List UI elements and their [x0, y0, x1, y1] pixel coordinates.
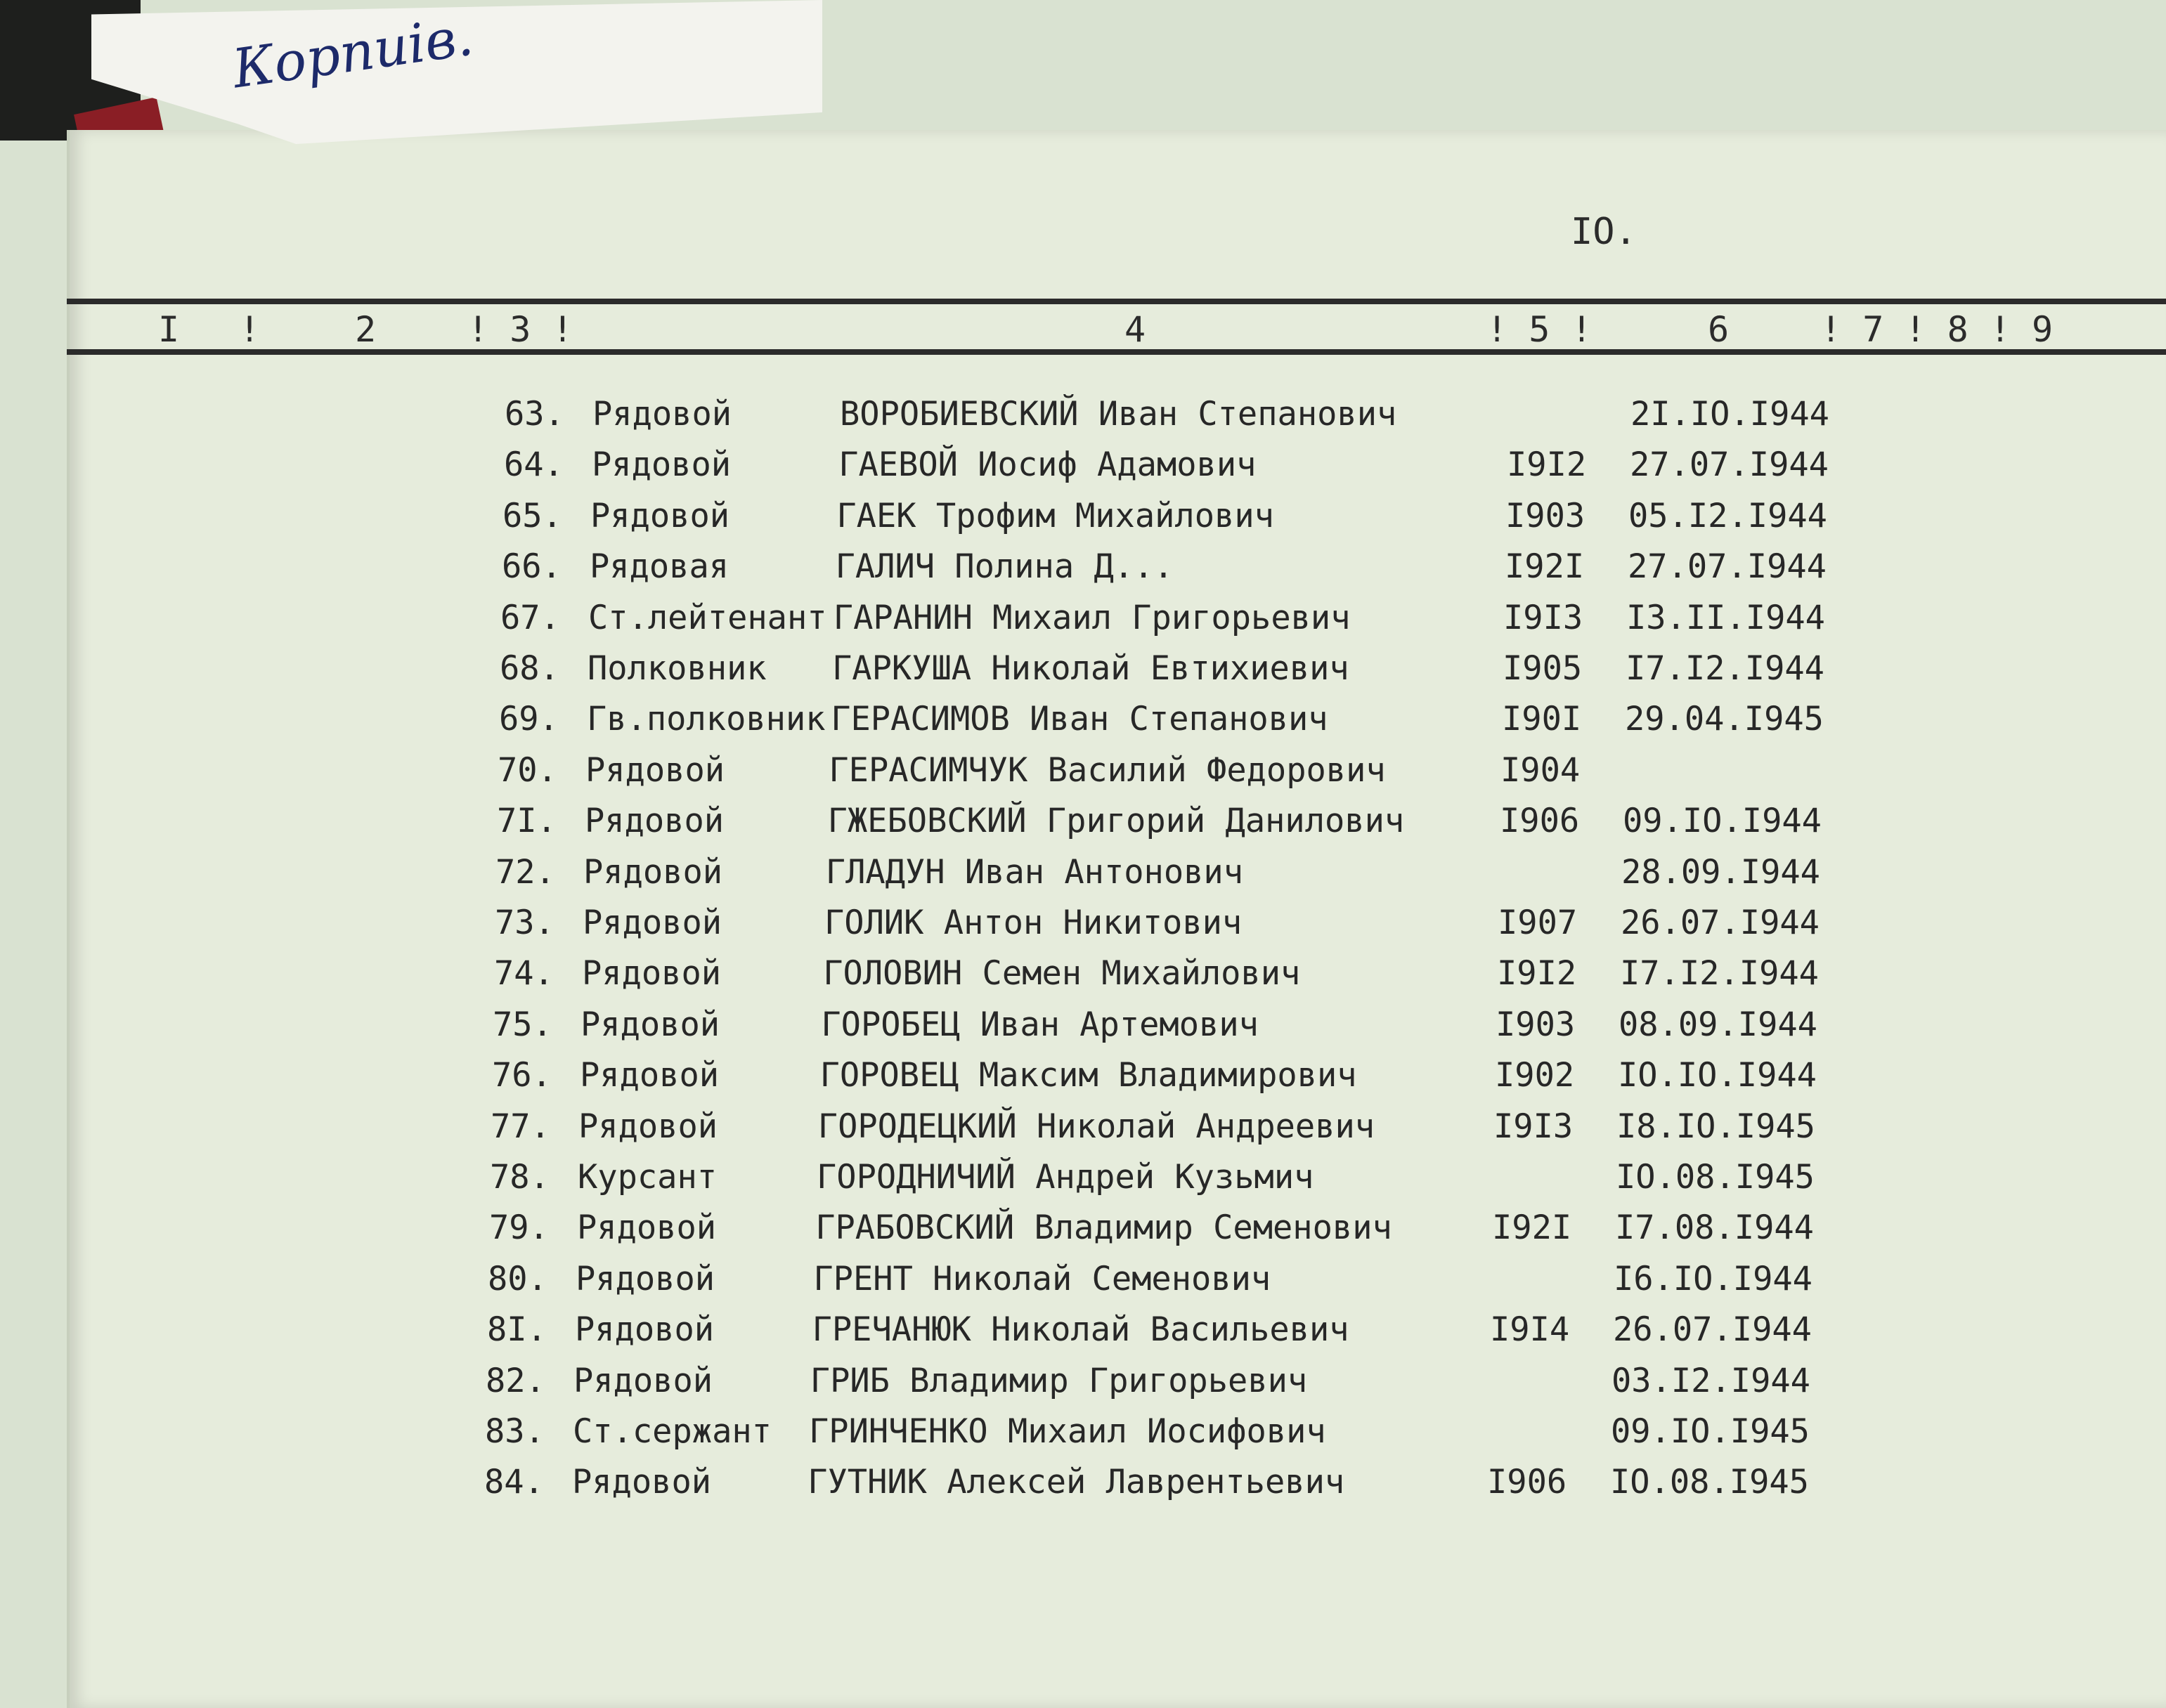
- row-rank: Ст.сержант: [573, 1412, 772, 1451]
- row-no: 72.: [495, 853, 555, 892]
- column-header-sep-1: !: [239, 309, 261, 350]
- row-no: 75.: [493, 1005, 552, 1044]
- row-rank: Гв.полковник: [587, 700, 826, 738]
- row-rank: Рядовой: [583, 904, 722, 942]
- row-year: I9I2: [1497, 954, 1577, 993]
- row-no: 66.: [502, 547, 562, 586]
- row-name: ГОЛОВИН Семен Михайлович: [823, 954, 1301, 993]
- row-no: 69.: [499, 700, 559, 738]
- header-rule-top: [67, 299, 2166, 304]
- row-date: I7.I2.I944: [1626, 649, 1824, 688]
- row-year: I92I: [1505, 547, 1585, 586]
- row-no: 84.: [484, 1463, 544, 1501]
- page-number: IO.: [1571, 211, 1637, 253]
- row-name: ГАЕК Трофим Михайлович: [836, 497, 1274, 535]
- row-rank: Ст.лейтенант: [588, 599, 827, 637]
- column-header-5: ! 5 !: [1486, 309, 1593, 350]
- row-no: 8I.: [487, 1310, 547, 1349]
- row-name: ГАЛИЧ Полина Д...: [835, 547, 1174, 586]
- row-date: IO.08.I945: [1616, 1158, 1815, 1197]
- row-rank: Рядовой: [573, 1362, 713, 1400]
- row-year: I907: [1498, 904, 1578, 942]
- row-date: I8.IO.I945: [1616, 1107, 1815, 1146]
- row-name: ГОЛИК Антон Никитович: [824, 904, 1243, 942]
- row-rank: Рядовой: [576, 1260, 715, 1298]
- column-header-1: I: [158, 309, 180, 350]
- row-no: 79.: [489, 1208, 549, 1247]
- row-name: ГАРАНИН Михаил Григорьевич: [833, 599, 1351, 637]
- row-date: I3.II.I944: [1626, 599, 1825, 637]
- row-date: 27.07.I944: [1630, 445, 1829, 484]
- row-date: I6.IO.I944: [1614, 1260, 1812, 1298]
- row-name: ГАРКУША Николай Евтихиевич: [832, 649, 1349, 688]
- row-year: I903: [1505, 497, 1585, 535]
- row-rank: Рядовой: [583, 853, 723, 892]
- row-no: 63.: [505, 395, 564, 433]
- row-rank: Рядовой: [592, 445, 732, 484]
- row-rank: Рядовой: [592, 395, 732, 433]
- row-rank: Рядовой: [582, 954, 722, 993]
- row-year: I902: [1495, 1056, 1575, 1095]
- column-header-3: ! 3 !: [467, 309, 573, 350]
- header-rule-bottom: [67, 349, 2166, 355]
- row-name: ГРЕЧАНЮК Николай Васильевич: [812, 1310, 1349, 1349]
- row-no: 83.: [485, 1412, 545, 1451]
- row-no: 74.: [494, 954, 554, 993]
- row-name: ГОРОВЕЦ Максим Владимирович: [819, 1056, 1357, 1095]
- row-date: 03.I2.I944: [1611, 1362, 1810, 1400]
- row-name: ГЕРАСИМЧУК Василий Федорович: [829, 751, 1386, 790]
- row-year: I906: [1487, 1463, 1567, 1501]
- column-header-6: 6: [1708, 309, 1730, 350]
- row-rank: Рядовой: [585, 802, 725, 840]
- row-no: 77.: [491, 1107, 550, 1146]
- row-name: ГОРОДЕЦКИЙ Николай Андреевич: [817, 1107, 1375, 1146]
- row-date: 27.07.I944: [1628, 547, 1827, 586]
- row-name: ГРИБ Владимир Григорьевич: [810, 1362, 1308, 1400]
- row-no: 78.: [490, 1158, 550, 1197]
- row-rank: Рядовой: [575, 1310, 715, 1349]
- row-year: I92I: [1492, 1208, 1572, 1247]
- row-date: 28.09.I944: [1621, 853, 1820, 892]
- row-year: I9I3: [1503, 599, 1583, 637]
- row-name: ГРАБОВСКИЙ Владимир Семенович: [815, 1208, 1392, 1247]
- row-rank: Рядовой: [590, 497, 730, 535]
- column-header-7-9: ! 7 ! 8 ! 9: [1820, 309, 2054, 350]
- row-date: 09.IO.I945: [1611, 1412, 1810, 1451]
- row-no: 73.: [495, 904, 555, 942]
- row-no: 80.: [488, 1260, 547, 1298]
- row-rank: Рядовой: [577, 1208, 717, 1247]
- row-rank: Рядовая: [590, 547, 729, 586]
- column-header-4: 4: [1124, 309, 1146, 350]
- row-rank: Рядовой: [585, 751, 725, 790]
- row-name: ГЕРАСИМОВ Иван Степанович: [831, 700, 1328, 738]
- row-year: I90I: [1502, 700, 1582, 738]
- row-year: I903: [1496, 1005, 1576, 1044]
- row-date: IO.IO.I944: [1618, 1056, 1817, 1095]
- row-name: ГРЕНТ Николай Семенович: [813, 1260, 1271, 1298]
- row-date: 26.07.I944: [1621, 904, 1820, 942]
- row-year: I904: [1500, 751, 1581, 790]
- row-rank: Рядовой: [572, 1463, 712, 1501]
- row-name: ВОРОБИЕВСКИЙ Иван Степанович: [840, 395, 1397, 433]
- row-no: 68.: [500, 649, 559, 688]
- row-name: ГРИНЧЕНКО Михаил Иосифович: [809, 1412, 1326, 1451]
- row-no: 65.: [502, 497, 562, 535]
- row-name: ГУТНИК Алексей Лаврентьевич: [808, 1463, 1345, 1501]
- row-rank: Рядовой: [580, 1056, 720, 1095]
- row-year: I9I2: [1507, 445, 1587, 484]
- row-date: 09.IO.I944: [1623, 802, 1822, 840]
- row-year: I905: [1503, 649, 1583, 688]
- row-year: I906: [1500, 802, 1580, 840]
- column-header-2: 2: [355, 309, 377, 350]
- row-date: 05.I2.I944: [1628, 497, 1827, 535]
- row-name: ГЛАДУН Иван Антонович: [825, 853, 1244, 892]
- row-date: 26.07.I944: [1613, 1310, 1812, 1349]
- row-no: 82.: [486, 1362, 545, 1400]
- row-date: IO.08.I945: [1610, 1463, 1809, 1501]
- row-name: ГОРОДНИЧИЙ Андрей Кузьмич: [817, 1158, 1314, 1197]
- row-date: I7.I2.I944: [1620, 954, 1819, 993]
- row-date: 08.09.I944: [1619, 1005, 1817, 1044]
- row-no: 70.: [498, 751, 557, 790]
- handwritten-note: Корпиів.: [228, 4, 477, 100]
- row-date: 2I.IO.I944: [1630, 395, 1829, 433]
- row-rank: Рядовой: [578, 1107, 718, 1146]
- row-no: 76.: [492, 1056, 552, 1095]
- row-name: ГОРОБЕЦ Иван Артемович: [821, 1005, 1259, 1044]
- row-date: I7.08.I944: [1615, 1208, 1814, 1247]
- row-name: ГАЕВОЙ Иосиф Адамович: [838, 445, 1257, 484]
- row-rank: Рядовой: [581, 1005, 720, 1044]
- row-name: ГЖЕБОВСКИЙ Григорий Данилович: [827, 802, 1405, 840]
- row-no: 7I.: [497, 802, 557, 840]
- row-rank: Полковник: [588, 649, 767, 688]
- row-year: I9I3: [1493, 1107, 1574, 1146]
- row-date: 29.04.I945: [1625, 700, 1824, 738]
- row-no: 64.: [504, 445, 564, 484]
- row-year: I9I4: [1490, 1310, 1570, 1349]
- row-rank: Курсант: [578, 1158, 718, 1197]
- row-no: 67.: [500, 599, 560, 637]
